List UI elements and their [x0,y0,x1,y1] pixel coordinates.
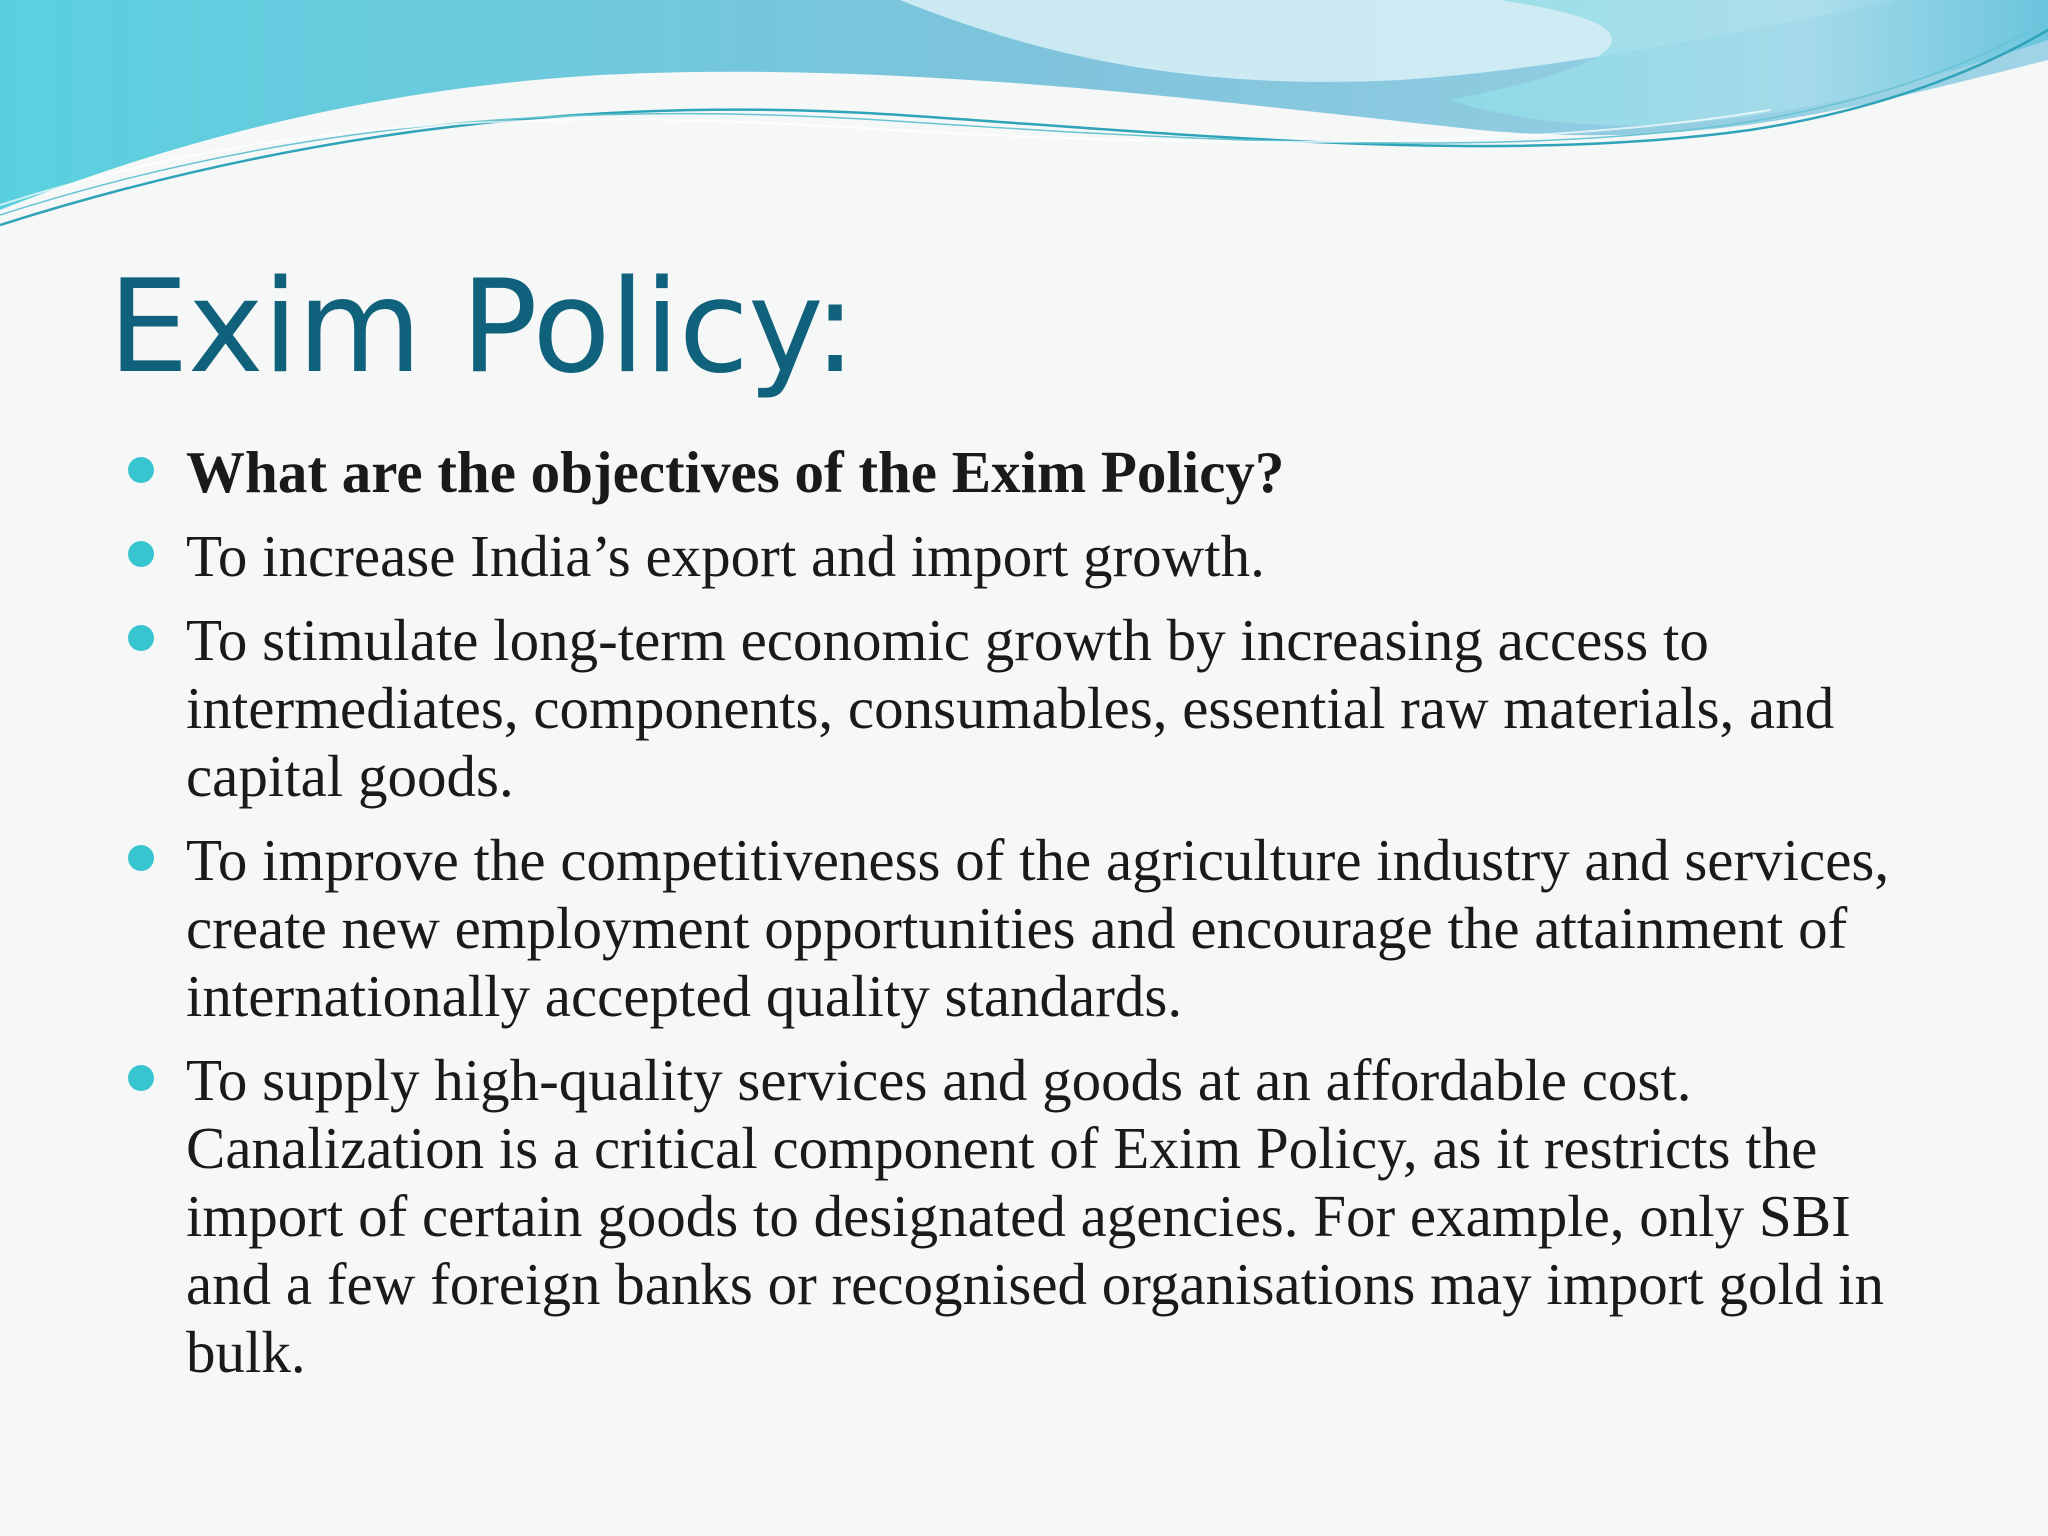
bullet-dot-icon [128,541,154,567]
slide-title: Exim Policy: [108,253,856,402]
bullet-dot-icon [128,845,154,871]
bullet-item [128,606,1928,810]
bullet-dot-icon [128,457,154,483]
bullet-text: To stimulate long-term economic growth by increasing access to intermediates, components, consumables, essential raw materials, and capital goods. [186,607,1835,809]
bullet-text: To supply high-quality services and goods at an affordable cost. Canalization is a critical component of Exim Policy, as it restricts the import of certain goods to designated agencies. For example, only SBI and a few foreign banks or recognised organisations may import gold in bulk. [186,1047,1885,1385]
bullet-text: To increase India’s export and import growth. [186,523,1265,589]
bullet-text: To improve the competitiveness of the agriculture industry and services, create new employment opportunities and encourage the attainment of internationally accepted quality standards. [186,827,1890,1029]
bullet-item [128,522,1928,590]
bullet-list [128,438,1928,1402]
bullet-item [128,1046,1928,1386]
bullet-item [128,826,1928,1030]
bullet-dot-icon [128,1065,154,1091]
bullet-text: What are the objectives of the Exim Policy? [186,439,1285,505]
bullet-item [128,438,1928,506]
bullet-dot-icon [128,625,154,651]
wave-header-decoration [0,0,2048,240]
